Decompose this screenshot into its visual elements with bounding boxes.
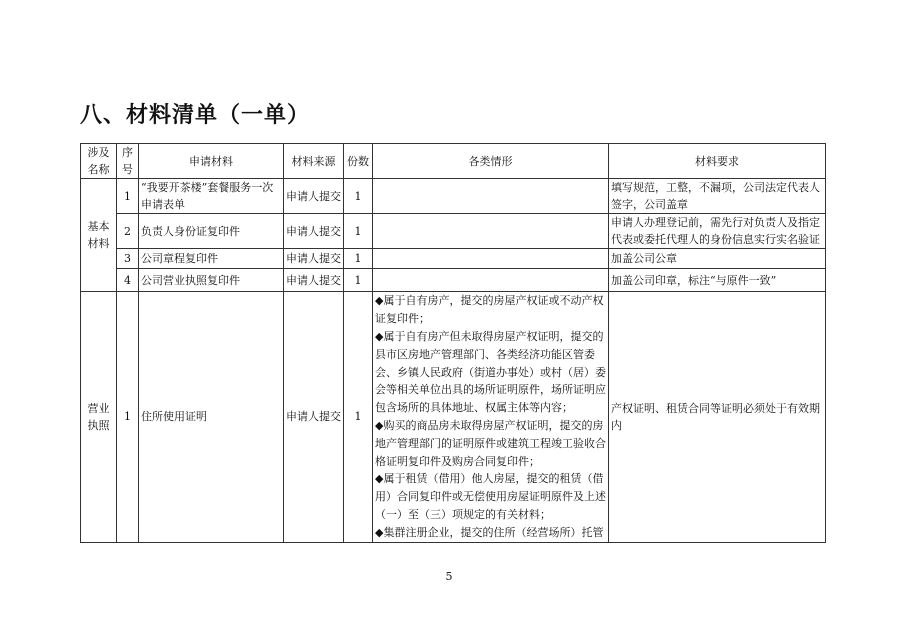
group-name: 基本材料 [81,179,117,292]
row-material: “我要开茶楼”套餐服务一次申请表单 [139,179,284,214]
row-cases [373,214,609,249]
header-seq: 序号 [117,144,139,179]
row-copies: 1 [344,179,373,214]
header-material: 申请材料 [139,144,284,179]
row-cases [373,249,609,269]
header-requirements: 材料要求 [609,144,826,179]
header-copies: 份数 [344,144,373,179]
header-category: 涉及名称 [81,144,117,179]
row-seq: 4 [117,269,139,292]
row-material: 负责人身份证复印件 [139,214,284,249]
row-source: 申请人提交 [284,214,344,249]
row-material: 公司营业执照复印件 [139,269,284,292]
row-cases [373,179,609,214]
row-requirements: 加盖公司公章 [609,249,826,269]
row-copies: 1 [344,249,373,269]
row-seq: 3 [117,249,139,269]
row-seq: 2 [117,214,139,249]
table-row [81,269,826,292]
row-seq: 1 [117,292,139,542]
table-row [81,292,826,542]
table-row [81,214,826,249]
row-source: 申请人提交 [284,292,344,542]
table-header-row [81,144,826,179]
row-cases [373,269,609,292]
section-title: 八、材料清单（一单） [80,103,311,128]
row-source: 申请人提交 [284,269,344,292]
row-requirements: 填写规范，工整，不漏项，公司法定代表人签字，公司盖章 [609,179,826,214]
table-row [81,179,826,214]
row-copies: 1 [344,269,373,292]
row-source: 申请人提交 [284,249,344,269]
row-copies: 1 [344,292,373,542]
row-seq: 1 [117,179,139,214]
group-name: 营业执照 [81,292,117,542]
row-requirements: 加盖公司印章，标注“与原件一致” [609,269,826,292]
row-copies: 1 [344,214,373,249]
row-requirements: 产权证明、租赁合同等证明必须处于有效期内 [609,292,826,542]
row-source: 申请人提交 [284,179,344,214]
materials-table [80,143,826,543]
row-material: 住所使用证明 [139,292,284,542]
header-source: 材料来源 [284,144,344,179]
header-cases: 各类情形 [373,144,609,179]
row-requirements: 申请人办理登记前，需先行对负责人及指定代表或委托代理人的身份信息实行实名验证 [609,214,826,249]
row-cases: ◆属于自有房产，提交的房屋产权证或不动产权证复印件； ◆属于自有房产但未取得房屋产权证明，提交的县市区房地产管理部门、各类经济功能区管委会、乡镇人民政府（街道办事处）或村（居）委会等相关单位出具的场所证明原件，场所证明应包含场所的具体地址、权属主体等内容； ◆购买的商品房未取得房屋产权证明，提交的房地产管理部门的证明原件或建筑工程竣工验收合格证明复印件及购房合同复印件； ◆属于租赁（借用）他人房屋，提交的租赁（借用）合同复印件或无偿使用房屋证明原件及上述（一）至（三）项规定的有关材料； ◆集群注册企业，提交的住所（经营场所）托管 [373,292,609,542]
page-number: 5 [445,570,453,583]
table-row [81,249,826,269]
row-material: 公司章程复印件 [139,249,284,269]
